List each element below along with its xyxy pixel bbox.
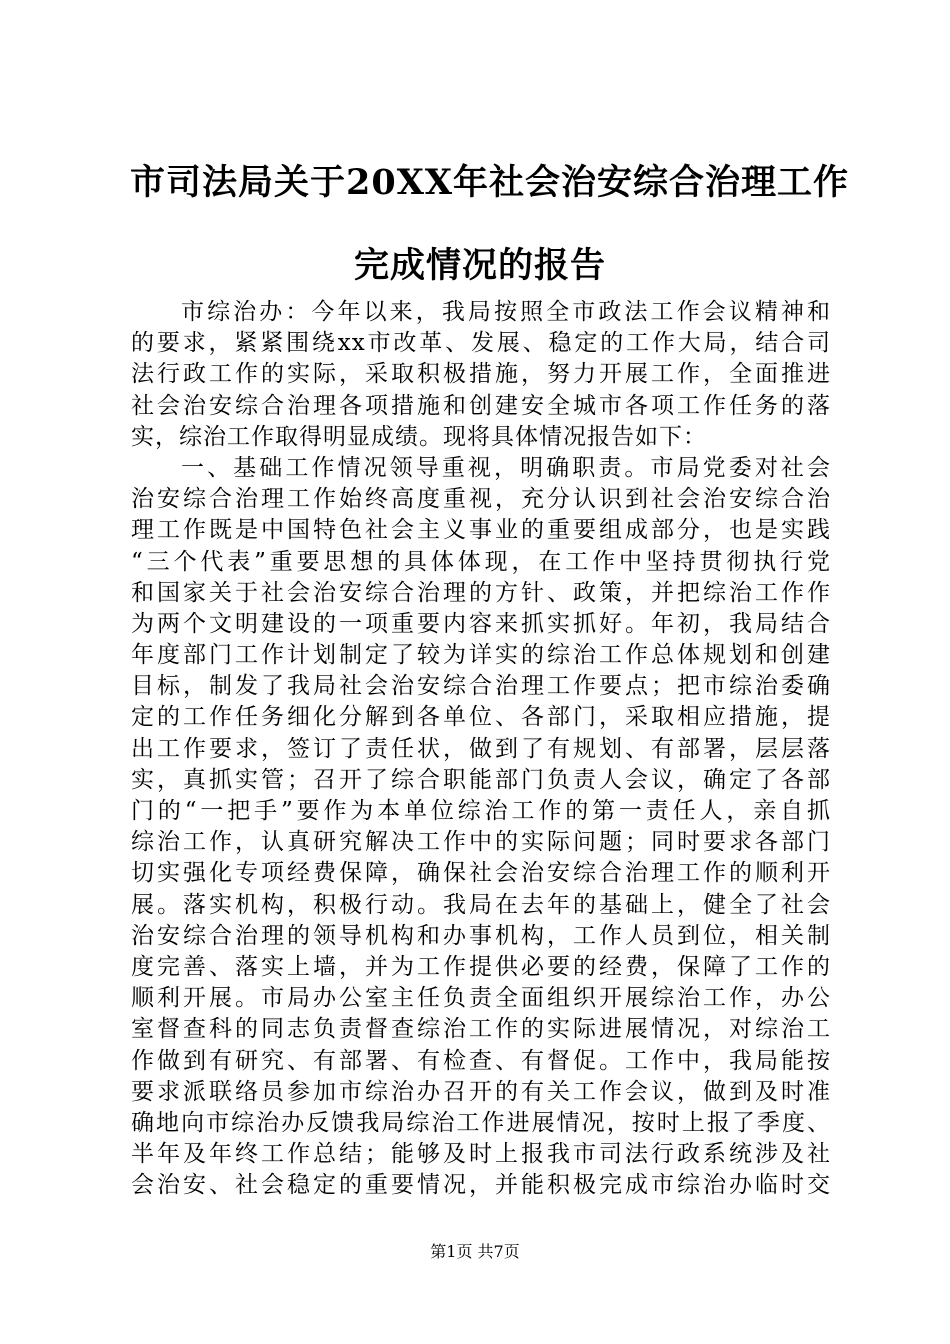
body-line: 要求派联络员参加市综治办召开的有关工作会议，做到及时准 bbox=[131, 1078, 831, 1105]
body-line: 定的工作任务细化分解到各单位、各部门，采取相应措施，提 bbox=[131, 704, 831, 731]
body-line: 确地向市综治办反馈我局综治工作进展情况，按时上报了季度、 bbox=[131, 1109, 831, 1136]
document-body bbox=[131, 297, 831, 1201]
body-line: 实，真抓实管；召开了综合职能部门负责人会议，确定了各部 bbox=[131, 766, 831, 793]
body-line: 市综治办：今年以来，我局按照全市政法工作会议精神和 bbox=[181, 299, 831, 325]
body-line: 出工作要求，签订了责任状，做到了有规划、有部署，层层落 bbox=[131, 735, 831, 762]
page-number-footer: 第1页 共7页 bbox=[430, 1242, 520, 1261]
body-line: 室督查科的同志负责督查综治工作的实际进展情况，对综治工 bbox=[131, 1016, 831, 1043]
body-line: 门的“一把手”要作为本单位综治工作的第一责任人，亲自抓 bbox=[131, 798, 831, 824]
body-line: 综治工作，认真研究解决工作中的实际问题；同时要求各部门 bbox=[131, 829, 831, 856]
body-line: 治安综合治理工作始终高度重视，充分认识到社会治安综合治 bbox=[131, 486, 831, 513]
body-line: 半年及年终工作总结；能够及时上报我市司法行政系统涉及社 bbox=[131, 1141, 831, 1168]
body-line: 切实强化专项经费保障，确保社会治安综合治理工作的顺利开 bbox=[131, 860, 831, 887]
body-line: 顺利开展。市局办公室主任负责全面组织开展综治工作，办公 bbox=[131, 985, 831, 1012]
body-line: 实，综治工作取得明显成绩。现将具体情况报告如下： bbox=[131, 423, 707, 450]
body-line: 治安综合治理的领导机构和办事机构，工作人员到位，相关制 bbox=[131, 922, 831, 949]
body-line: 年度部门工作计划制定了较为详实的综治工作总体规划和创建 bbox=[131, 642, 831, 669]
body-line: 作做到有研究、有部署、有检查、有督促。工作中，我局能按 bbox=[131, 1047, 831, 1074]
body-line: 一、基础工作情况领导重视，明确职责。市局党委对社会 bbox=[181, 454, 831, 481]
body-line: 展。落实机构，积极行动。我局在去年的基础上，健全了社会 bbox=[131, 891, 831, 918]
body-line: 度完善、落实上墙，并为工作提供必要的经费，保障了工作的 bbox=[131, 953, 831, 980]
document-title-line-1: 市司法局关于20XX年社会治安综合治理工作 bbox=[130, 162, 850, 203]
body-line: 为两个文明建设的一项重要内容来抓实抓好。年初，我局结合 bbox=[131, 610, 831, 637]
body-line: 理工作既是中国特色社会主义事业的重要组成部分，也是实践 bbox=[131, 517, 831, 544]
body-line: 会治安、社会稳定的重要情况，并能积极完成市综治办临时交 bbox=[131, 1172, 831, 1199]
body-line: 和国家关于社会治安综合治理的方针、政策，并把综治工作作 bbox=[131, 579, 831, 606]
body-line: 法行政工作的实际，采取积极措施，努力开展工作，全面推进 bbox=[131, 361, 831, 388]
body-line: 目标，制发了我局社会治安综合治理工作要点；把市综治委确 bbox=[131, 673, 831, 700]
document-title-line-2: 完成情况的报告 bbox=[353, 245, 606, 286]
body-line: 社会治安综合治理各项措施和创建安全城市各项工作任务的落 bbox=[131, 392, 831, 419]
body-line: “三个代表”重要思想的具体体现，在工作中坚持贯彻执行党 bbox=[131, 548, 831, 575]
body-line: 的要求，紧紧围绕xx市改革、发展、稳定的工作大局，结合司 bbox=[131, 330, 831, 357]
